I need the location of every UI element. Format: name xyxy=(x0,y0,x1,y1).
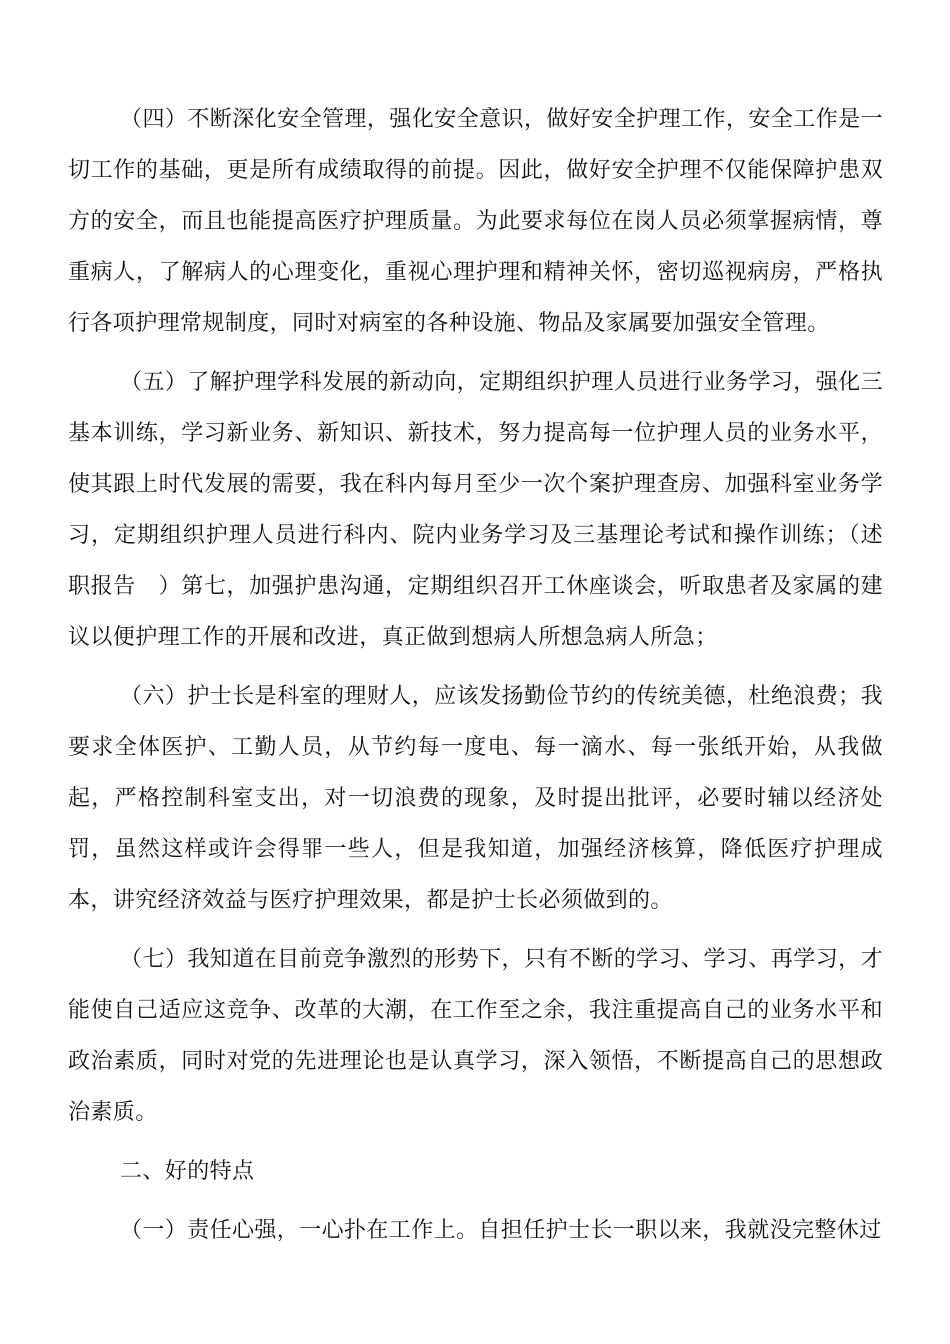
section-heading: 二、好的特点 xyxy=(120,1159,255,1184)
document-body xyxy=(68,94,883,1264)
paragraph-section-7: （七）我知道在目前竞争激烈的形势下，只有不断的学习、学习、再学习，才能使自己适应这竞争、改革的大潮，在工作至之余，我注重提高自己的业务水平和政治素质，同时对党的先进理论也是认真学习，深入领悟，不断提高自己的思想政治素质。 xyxy=(68,947,883,1125)
paragraph-section-5: （五）了解护理学科发展的新动向，定期组织护理人员进行业务学习，强化三基本训练，学习新业务、新知识、新技术，努力提高每一位护理人员的业务水平，使其跟上时代发展的需要，我在科内每月至少一次个案护理查房、加强科室业务学习，定期组织护理人员进行科内、院内业务学习及三基理论考试和操作训练；（述职报告 ）第七，加强护患沟通，定期组织召开工休座谈会，听取患者及家属的建议以便护理工作的开展和改进，真正做到想病人所想急病人所急； xyxy=(68,370,883,650)
paragraph-section-4: （四）不断深化安全管理，强化安全意识，做好安全护理工作，安全工作是一切工作的基础，更是所有成绩取得的前提。因此，做好安全护理不仅能保障护患双方的安全，而且也能提高医疗护理质量。为此要求每位在岗人员必须掌握病情，尊重病人，了解病人的心理变化，重视心理护理和精神关怀，密切巡视病房，严格执行各项护理常规制度，同时对病室的各种设施、物品及家属要加强安全管理。 xyxy=(68,107,883,336)
paragraph-subsection-1: （一）责任心强，一心扑在工作上。自担任护士长一职以来，我就没完整休过 xyxy=(120,1218,882,1243)
paragraph-section-6: （六）护士长是科室的理财人，应该发扬勤俭节约的传统美德，杜绝浪费；我要求全体医护、工勤人员，从节约每一度电、每一滴水、每一张纸开始，从我做起，严格控制科室支出，对一切浪费的现象，及时提出批评，必要时辅以经济处罚，虽然这样或许会得罪一些人，但是我知道，加强经济核算，降低医疗护理成本，讲究经济效益与医疗护理效果，都是护士长必须做到的。 xyxy=(68,684,883,913)
